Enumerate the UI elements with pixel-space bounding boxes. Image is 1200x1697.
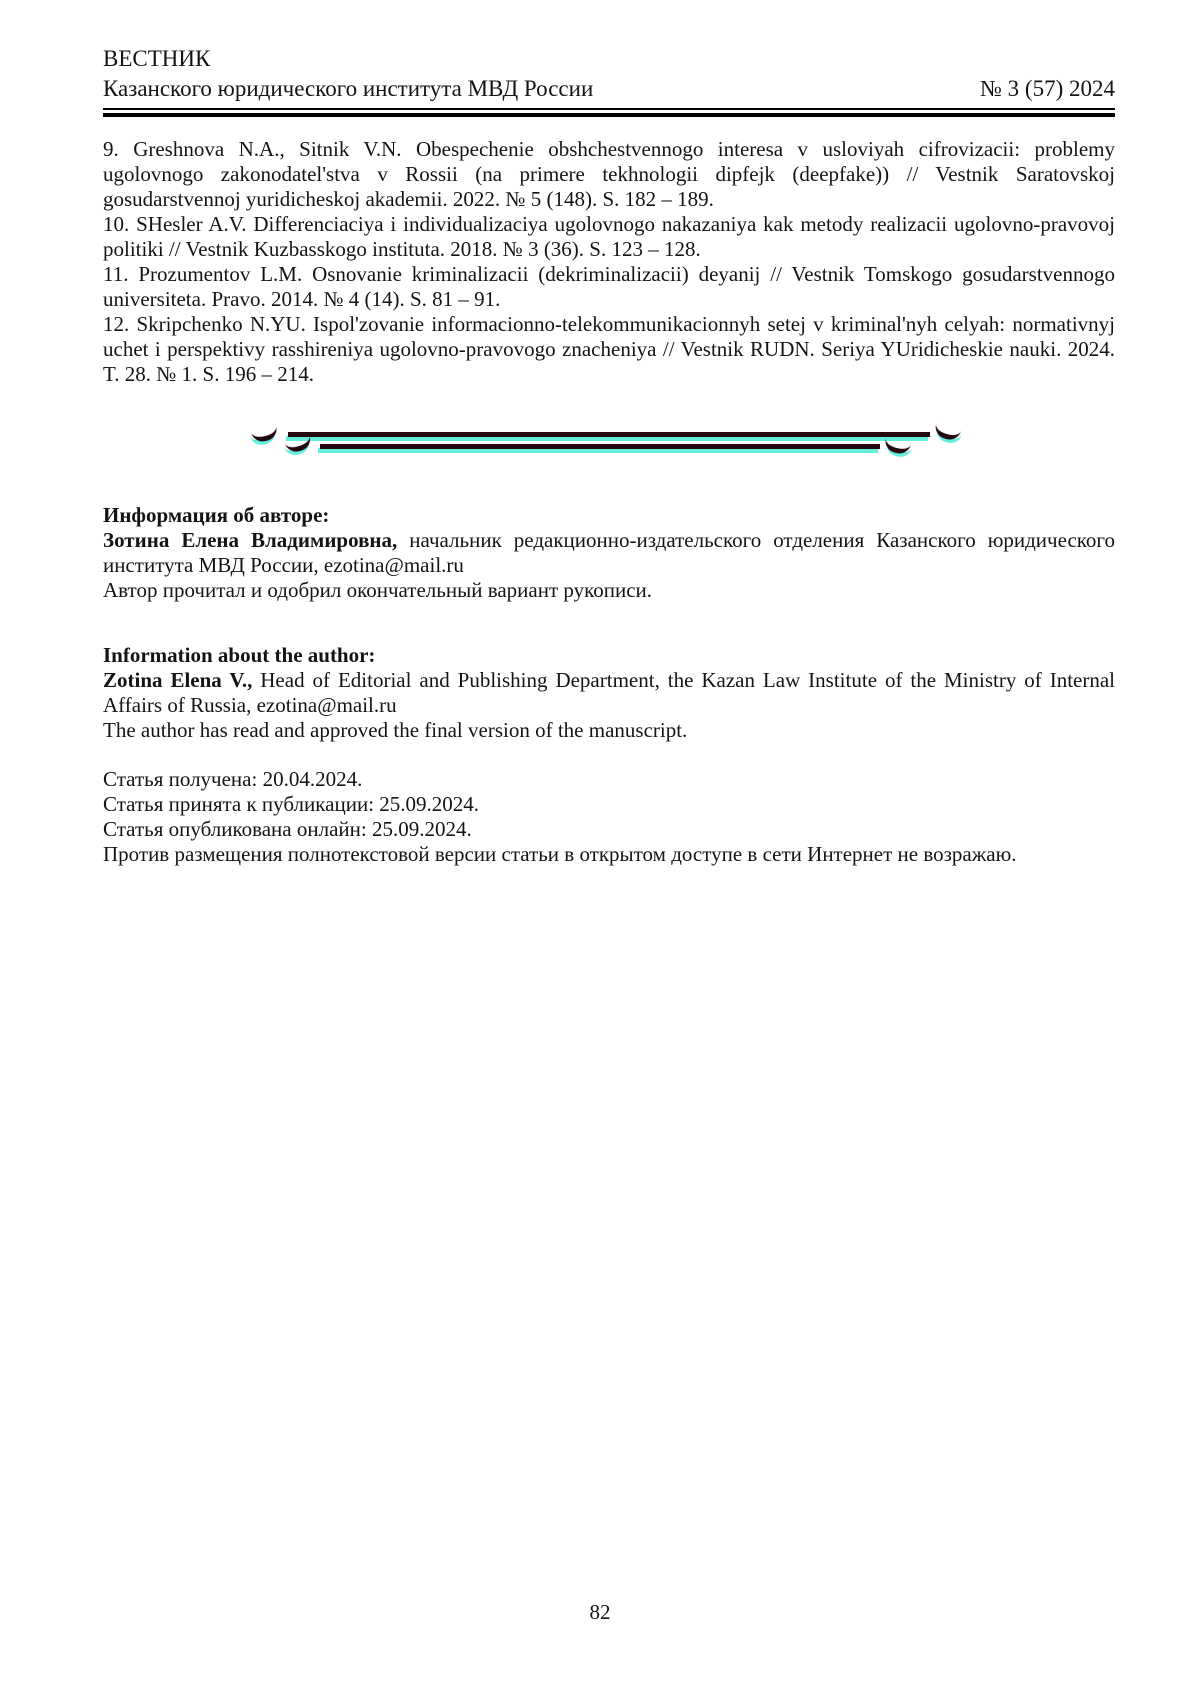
author-info-en-section: [103, 643, 1115, 743]
divider-bar: [320, 444, 880, 449]
ornamental-divider: [252, 429, 966, 455]
issue-number: № 3 (57) 2024: [979, 76, 1115, 101]
article-dates-section: [103, 767, 1115, 867]
article-date-line: Статья принята к публикации: 25.09.2024.: [103, 792, 480, 816]
journal-subtitle: Казанского юридического института МВД России: [103, 76, 594, 101]
reference-item: 11. Prozumentov L.M. Osnovanie kriminalizacii (dekriminalizacii) deyanij // Vestnik Tomskogo gosudarstvennogo universiteta. Pravo. 2014. № 4 (14). S. 81 – 91.: [103, 262, 1115, 311]
author-affiliation-text-ru: начальник редакционно-издательского отделения Казанского юридического института МВД России, ezotina@mail.ru: [103, 528, 1115, 577]
author-name-ru: Зотина Елена Владимировна,: [103, 528, 398, 552]
author-name-en: Zotina Elena V.,: [103, 668, 253, 692]
article-date-line: Статья опубликована онлайн: 25.09.2024.: [103, 817, 472, 841]
author-affiliation-ru: [103, 528, 1115, 578]
divider-bottom-row: [286, 437, 966, 453]
divider-bar: [288, 432, 930, 437]
reference-item: 10. SHesler A.V. Differenciaciya i individualizaciya ugolovnogo nakazaniya kak metody realizacii ugolovno-pravovoj politiki // Vestnik Kuzbasskogo instituta. 2018. № 3 (36). S. 123 – 128.: [103, 212, 1115, 261]
header-row: [103, 74, 1115, 104]
article-date-line: Против размещения полнотекстовой версии статьи в открытом доступе в сети Интернет не возражаю.: [103, 842, 1017, 866]
reference-item: 12. Skripchenko N.YU. Ispol'zovanie informacionno-telekommunikacionnyh setej v kriminal'nyh celyah: normativnyj uchet i perspektivy rasshireniya ugolovno-pravovogo znacheniya // Vestnik RUDN. Seriya YUridicheskie nauki. 2024. T. 28. № 1. S. 196 – 214.: [103, 312, 1115, 386]
divider-curl-icon: [285, 435, 313, 454]
author-affiliation-en: [103, 668, 1115, 718]
page-header: [103, 44, 1115, 117]
header-double-rule: [103, 108, 1115, 117]
author-approval-en: The author has read and approved the final version of the manuscript.: [103, 718, 688, 742]
author-info-heading-ru: Информация об авторе:: [103, 503, 330, 527]
author-info-heading-en: Information about the author:: [103, 643, 376, 667]
reference-item: 9. Greshnova N.A., Sitnik V.N. Obespechenie obshchestvennogo interesa v usloviyah cifrovizacii: problemy ugolovnogo zakonodatel'stva v Rossii (na primere tekhnologii dipfejk (deepfake)) // Vestnik Saratovskoj gosudarstvennoj yuridicheskoj akademii. 2022. № 5 (148). S. 182 – 189.: [103, 137, 1115, 211]
author-info-ru-section: [103, 503, 1115, 603]
page-number: 82: [589, 1600, 611, 1624]
author-affiliation-text-en: Head of Editorial and Publishing Department, the Kazan Law Institute of the Ministry of Internal Affairs of Russia, ezotina@mail.ru: [103, 668, 1116, 717]
divider-curl-icon: [251, 426, 279, 444]
article-date-line: Статья получена: 20.04.2024.: [103, 767, 363, 791]
divider-curl-icon: [883, 438, 911, 456]
references-section: [103, 137, 1115, 387]
journal-title: ВЕСТНИК: [103, 46, 211, 71]
author-approval-ru: Автор прочитал и одобрил окончательный вариант рукописи.: [103, 578, 653, 602]
